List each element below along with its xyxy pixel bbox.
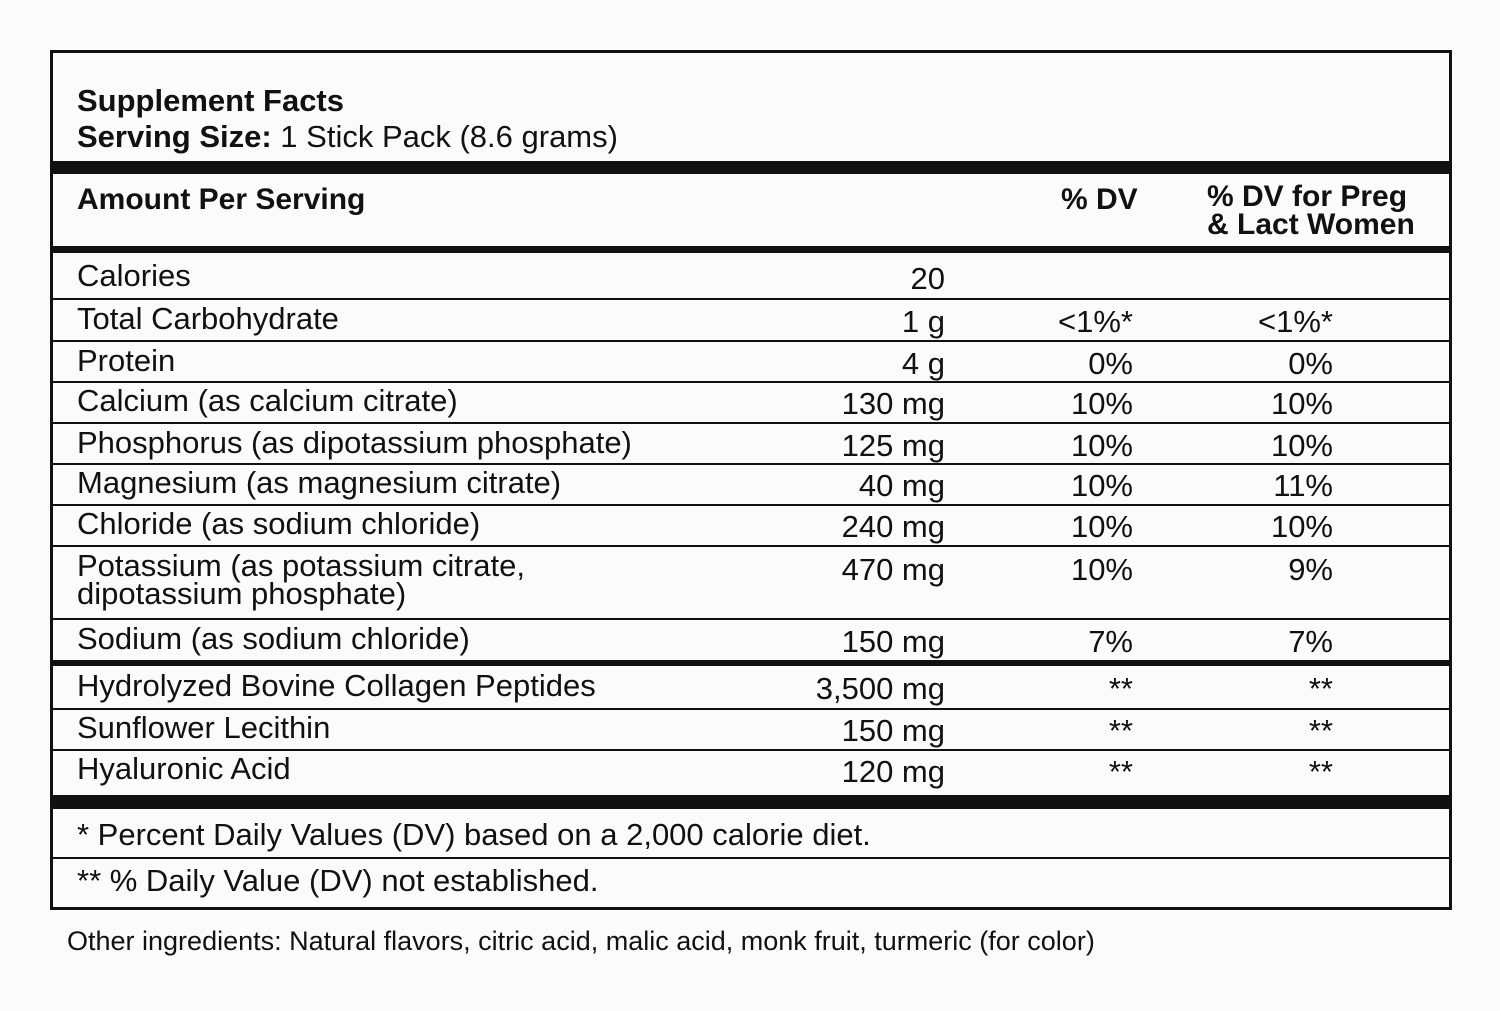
ingredient-preg-dv: **: [1308, 671, 1333, 706]
footnote-dv: * Percent Daily Values (DV) based on a 2,000 calorie diet.: [77, 817, 871, 852]
nutrient-dv: 10%: [1070, 386, 1133, 421]
ingredient-amount: 120 mg: [841, 754, 945, 789]
column-dv: % DV: [1061, 183, 1138, 216]
nutrient-name: Protein: [77, 343, 176, 378]
nutrient-preg-dv: <1%*: [1258, 304, 1333, 339]
nutrient-amount: 40 mg: [858, 468, 945, 503]
nutrient-dv: 10%: [1070, 468, 1133, 503]
nutrient-preg-dv: 11%: [1273, 468, 1333, 503]
ingredient-preg-dv: **: [1308, 754, 1333, 789]
nutrient-name-line2: dipotassium phosphate): [77, 576, 407, 611]
nutrient-dv: 10%: [1070, 552, 1133, 587]
ingredient-amount: 150 mg: [841, 713, 945, 748]
ingredient-name: Hydrolyzed Bovine Collagen Peptides: [77, 668, 596, 703]
other-ingredients: Other ingredients: Natural flavors, citric acid, malic acid, monk fruit, turmeric (for color): [67, 926, 1095, 956]
nutrient-preg-dv: 10%: [1270, 386, 1333, 421]
ingredient-dv: **: [1108, 713, 1133, 748]
row-divider: [53, 857, 1449, 859]
ingredient-name: Sunflower Lecithin: [77, 710, 331, 745]
row-divider: [53, 618, 1449, 620]
column-preg-dv-line2: & Lact Women: [1207, 208, 1415, 241]
nutrient-amount: 470 mg: [841, 552, 945, 587]
serving-size: [77, 119, 618, 155]
nutrient-amount: 4 g: [901, 346, 945, 381]
nutrient-amount: 240 mg: [841, 509, 945, 544]
column-preg-dv: [1207, 180, 1415, 241]
nutrient-amount: 125 mg: [841, 428, 945, 463]
nutrient-amount: 150 mg: [841, 624, 945, 659]
nutrient-dv: 10%: [1070, 509, 1133, 544]
ingredient-dv: **: [1108, 671, 1133, 706]
medium-divider-header: [53, 246, 1449, 253]
nutrient-name: Phosphorus (as dipotassium phosphate): [77, 425, 632, 460]
nutrient-amount: 130 mg: [841, 386, 945, 421]
panel-title: Supplement Facts: [77, 83, 344, 118]
thick-divider-top: [53, 161, 1449, 174]
nutrient-preg-dv: 10%: [1270, 509, 1333, 544]
nutrient-preg-dv: 0%: [1288, 346, 1333, 381]
nutrient-preg-dv: 7%: [1288, 624, 1333, 659]
column-preg-dv-line1: % DV for Preg: [1207, 180, 1408, 213]
thick-divider-bottom: [53, 795, 1449, 809]
nutrient-preg-dv: 10%: [1270, 428, 1333, 463]
ingredient-amount: 3,500 mg: [815, 671, 945, 706]
nutrient-amount: 1 g: [901, 304, 945, 339]
footnote-not-established: ** % Daily Value (DV) not established.: [77, 863, 599, 898]
serving-size-label: Serving Size:: [77, 119, 272, 154]
ingredient-name: Hyaluronic Acid: [77, 751, 291, 786]
ingredient-preg-dv: **: [1308, 713, 1333, 748]
row-divider: [53, 298, 1449, 300]
nutrient-name: [77, 548, 525, 611]
nutrient-dv: <1%*: [1058, 304, 1133, 339]
ingredient-dv: **: [1108, 754, 1133, 789]
row-divider: [53, 545, 1449, 547]
nutrient-name: Calcium (as calcium citrate): [77, 383, 458, 418]
nutrient-dv: 7%: [1088, 624, 1133, 659]
nutrient-amount: 20: [910, 261, 945, 296]
nutrient-name: Calories: [77, 258, 191, 293]
nutrient-dv: 10%: [1070, 428, 1133, 463]
nutrient-name: Chloride (as sodium chloride): [77, 506, 481, 541]
serving-size-value: 1 Stick Pack (8.6 grams): [271, 119, 618, 154]
nutrient-name-line1: Potassium (as potassium citrate,: [77, 548, 525, 583]
row-divider: [53, 340, 1449, 342]
nutrient-preg-dv: 9%: [1288, 552, 1333, 587]
nutrient-name: Total Carbohydrate: [77, 301, 339, 336]
nutrient-name: Sodium (as sodium chloride): [77, 621, 470, 656]
nutrient-name: Magnesium (as magnesium citrate): [77, 465, 562, 500]
row-divider: [53, 422, 1449, 424]
nutrient-dv: 0%: [1088, 346, 1133, 381]
column-amount-per-serving: Amount Per Serving: [77, 183, 366, 216]
medium-divider-sections: [53, 660, 1449, 666]
supplement-facts-panel: [50, 50, 1452, 910]
